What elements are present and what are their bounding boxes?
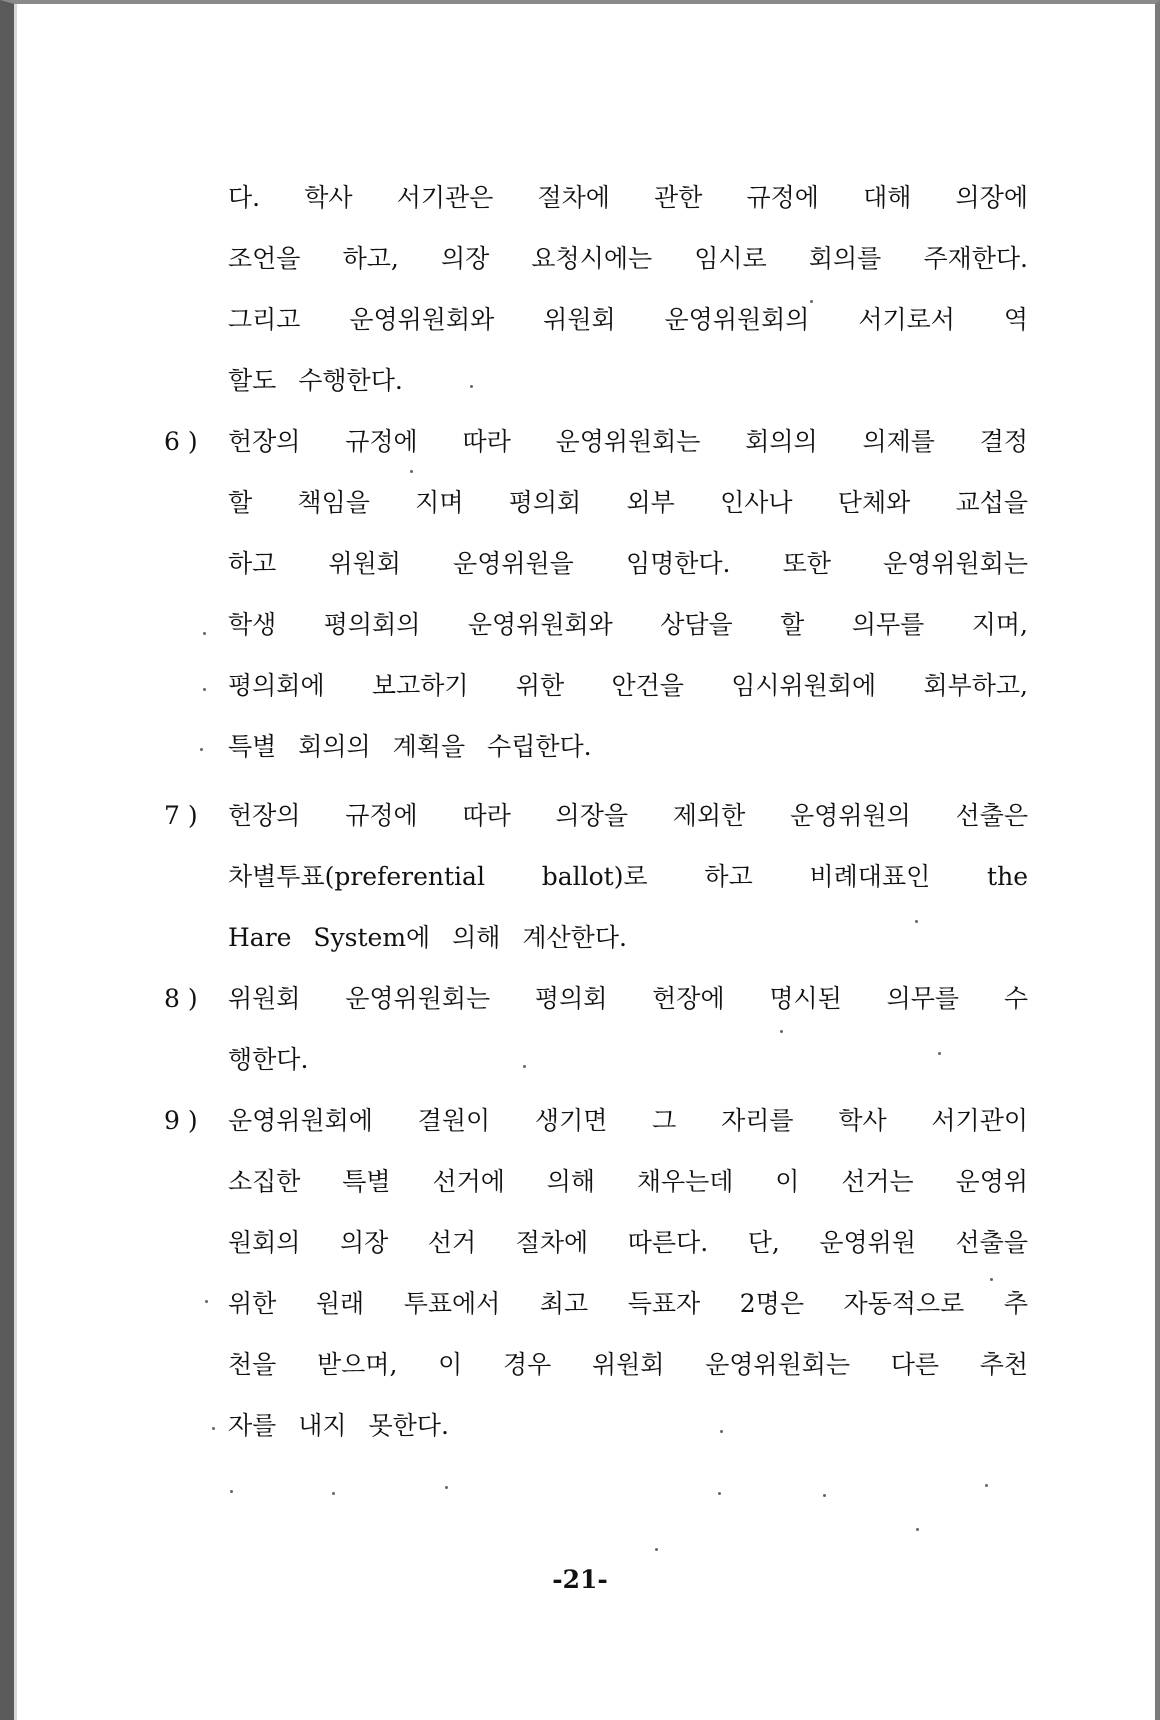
item-6-line: 할 책임을 지며 평의회 외부 인사나 단체와 교섭을 xyxy=(228,488,1028,517)
item-7-line: 차별투표(preferential ballot)로 하고 비례대표인 the xyxy=(228,862,1028,891)
item-9-line: 운영위원회에 결원이 생기면 그 자리를 학사 서기관이 xyxy=(228,1106,1028,1135)
item-9-line: 천을 받으며, 이 경우 위원회 운영위원회는 다른 추천 xyxy=(228,1350,1028,1379)
item-9-line: 원회의 의장 선거 절차에 따른다. 단, 운영위원 선출을 xyxy=(228,1228,1028,1257)
scan-speck xyxy=(823,1494,826,1497)
item-number-9: 9 ) xyxy=(164,1106,198,1135)
item-number-7: 7 ) xyxy=(164,801,198,830)
carryover-line: 조언을 하고, 의장 요청시에는 임시로 회의를 주재한다. xyxy=(228,244,1028,273)
item-number-8: 8 ) xyxy=(164,984,198,1013)
page-number: -21- xyxy=(552,1565,608,1594)
item-number-6: 6 ) xyxy=(164,427,198,456)
scan-speck xyxy=(230,1490,233,1493)
item-6-line: 헌장의 규정에 따라 운영위원회는 회의의 의제를 결정 xyxy=(228,427,1028,456)
item-7-line: 헌장의 규정에 따라 의장을 제외한 운영위원의 선출은 xyxy=(228,801,1028,830)
item-6-line: 하고 위원회 운영위원을 임명한다. 또한 운영위원회는 xyxy=(228,549,1028,578)
item-8-line: 위원회 운영위원회는 평의회 헌장에 명시된 의무를 수 xyxy=(228,984,1028,1013)
item-7-line: Hare System에 의해 계산한다. xyxy=(228,923,627,952)
scan-speck xyxy=(938,1052,941,1055)
scan-speck xyxy=(332,1492,335,1495)
scan-speck xyxy=(410,470,413,473)
scan-speck xyxy=(916,1528,919,1531)
carryover-line: 다. 학사 서기관은 절차에 관한 규정에 대해 의장에 xyxy=(228,183,1028,212)
scan-speck xyxy=(470,385,473,388)
item-6-line: 특별 회의의 계획을 수립한다. xyxy=(228,732,592,761)
item-8-line: 행한다. xyxy=(228,1045,309,1074)
scan-speck xyxy=(915,920,918,923)
scan-speck xyxy=(655,1548,658,1551)
scan-speck xyxy=(990,1278,993,1281)
scan-speck xyxy=(523,1065,526,1068)
scan-speck xyxy=(810,300,813,303)
scan-speck xyxy=(200,748,203,751)
scan-speck xyxy=(205,1300,208,1303)
scan-speck xyxy=(212,1427,215,1430)
item-6-line: 평의회에 보고하기 위한 안건을 임시위원회에 회부하고, xyxy=(228,671,1028,700)
scan-speck xyxy=(718,1492,721,1495)
scan-speck xyxy=(985,1484,988,1487)
scan-speck xyxy=(780,1030,783,1033)
item-9-line: 소집한 특별 선거에 의해 채우는데 이 선거는 운영위 xyxy=(228,1167,1028,1196)
item-6-line: 학생 평의회의 운영위원회와 상담을 할 의무를 지며, xyxy=(228,610,1028,639)
carryover-line: 그리고 운영위원회와 위원회 운영위원회의 서기로서 역 xyxy=(228,305,1028,334)
item-9-line: 자를 내지 못한다. xyxy=(228,1411,449,1440)
scan-speck xyxy=(445,1486,448,1489)
scan-speck xyxy=(203,688,206,691)
scan-speck xyxy=(203,632,206,635)
carryover-line: 할도 수행한다. xyxy=(228,366,403,395)
scan-speck xyxy=(720,1430,723,1433)
item-9-line: 위한 원래 투표에서 최고 득표자 2명은 자동적으로 추 xyxy=(228,1289,1028,1318)
